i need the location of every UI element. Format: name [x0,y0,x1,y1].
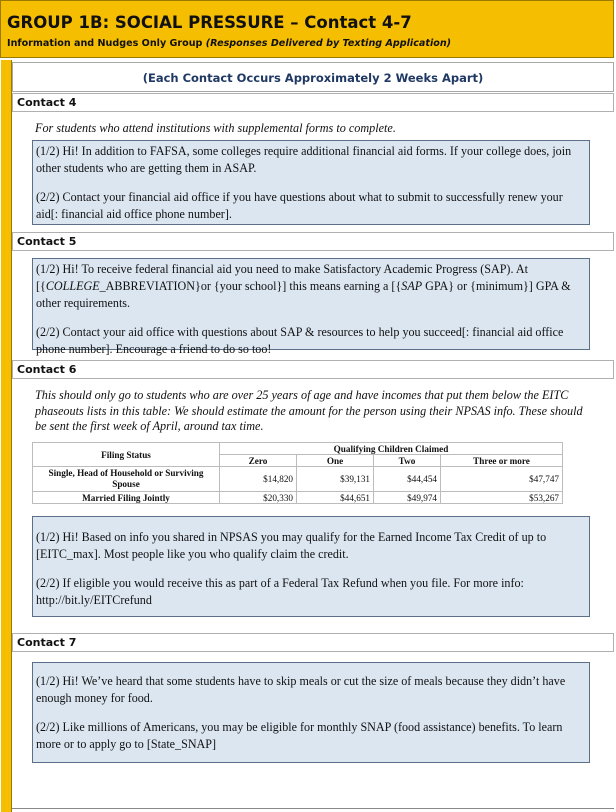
table-subheader: Zero [220,455,297,467]
contact5-msg1-part-a: (1/2) Hi! To receive federal financial aid you need to make Satisfactory Academic Progress (SAP). At [{ [36,262,528,293]
contact5-message-2: (2/2) Contact your aid office with questions about SAP & resources to help you succeed[: financial aid office phone number]. Encourage a friend to do so too! [36,325,564,356]
contact7-heading-text: Contact 7 [17,636,77,649]
contact4-message-2: (2/2) Contact your financial aid office if you have questions about what to submit to successfully renew your aid[: financial aid office phone number]. [36,190,563,221]
page-header [0,0,614,58]
table-cell: $14,820 [220,467,297,492]
contact6-message-2: (2/2) If eligible you would receive this as part of a Federal Tax Refund when you file. For more info: http://bit.ly/EITCrefund [36,576,524,607]
table-subheader: Three or more [441,455,563,467]
contact7-message-2: (2/2) Like millions of Americans, you may be eligible for monthly SNAP (food assistance) benefits. To learn more or to apply go to [State_SNAP] [36,720,563,751]
page-subtitle [7,38,451,49]
table-row-label: Married Filing Jointly [33,492,220,504]
contact6-message-1: (1/2) Hi! Based on info you shared in NPSAS you may qualify for the Earned Income Tax Credit of up to [EITC_max]. Most people like you who qualify claim the credit. [36,530,547,561]
contact7-message-box [32,662,590,763]
contact5-msg1-part-c: ABBREVIATION}or {your school}] this means earning a [{ [105,279,402,293]
table-row-label: Single, Head of Household or Surviving Spouse [33,467,220,492]
contact5-heading [12,232,614,251]
contact6-heading-text: Contact 6 [17,363,77,376]
contact4-message-box [32,140,590,225]
subtitle-italic: (Responses Delivered by Texting Application) [205,38,452,49]
contact6-note: This should only go to students who are over 25 years of age and have incomes that put them below the EITC phaseouts lists in this table: We should estimate the amount for the person using their NPSAS info. These should be sent the first week of April, around tax time. [35,388,583,433]
table-row [33,492,563,504]
contact5-msg1-part-b: COLLEGE_ [45,279,106,293]
table-row [33,467,563,492]
table-subheader: One [297,455,374,467]
subtitle-main: Information and Nudges Only Group [7,38,206,49]
contact5-msg1-part-e: GPA} or {minimum}] GPA & other requirements. [36,279,571,310]
contact4-message-1: (1/2) Hi! In addition to FAFSA, some colleges require additional financial aid forms. If your college does, join other students who are getting them in ASAP. [36,144,572,175]
contact6-message-box [32,516,590,617]
table-cell: $39,131 [297,467,374,492]
table-cell: $49,974 [374,492,441,504]
bottom-rule [12,808,614,809]
table-cell: $44,454 [374,467,441,492]
contact5-msg1-part-d: SAP [401,279,423,293]
contact5-message-box [32,258,590,356]
eitc-table [32,442,563,504]
table-subheader: Two [374,455,441,467]
schedule-banner [12,62,614,92]
contact4-note: For students who attend institutions with supplemental forms to complete. [35,121,396,135]
table-cell: $47,747 [441,467,563,492]
contact4-heading-text: Contact 4 [17,96,77,109]
table-cell: $20,330 [220,492,297,504]
schedule-banner-text: (Each Contact Occurs Approximately 2 Weeks Apart) [142,71,484,85]
page-title: GROUP 1B: SOCIAL PRESSURE – Contact 4-7 [7,13,412,32]
contact7-message-1: (1/2) Hi! We’ve heard that some students have to skip meals or cut the size of meals because they didn’t have enough money for food. [36,674,566,705]
contact5-message-1 [36,261,585,312]
table-header-group: Qualifying Children Claimed [220,443,563,455]
contact5-heading-text: Contact 5 [17,235,77,248]
table-cell: $53,267 [441,492,563,504]
contact4-heading [12,93,614,112]
left-accent-bar [1,60,12,812]
table-header-filing: Filing Status [33,443,220,467]
contact6-heading [12,360,614,379]
table-cell: $44,651 [297,492,374,504]
contact7-heading [12,633,614,652]
